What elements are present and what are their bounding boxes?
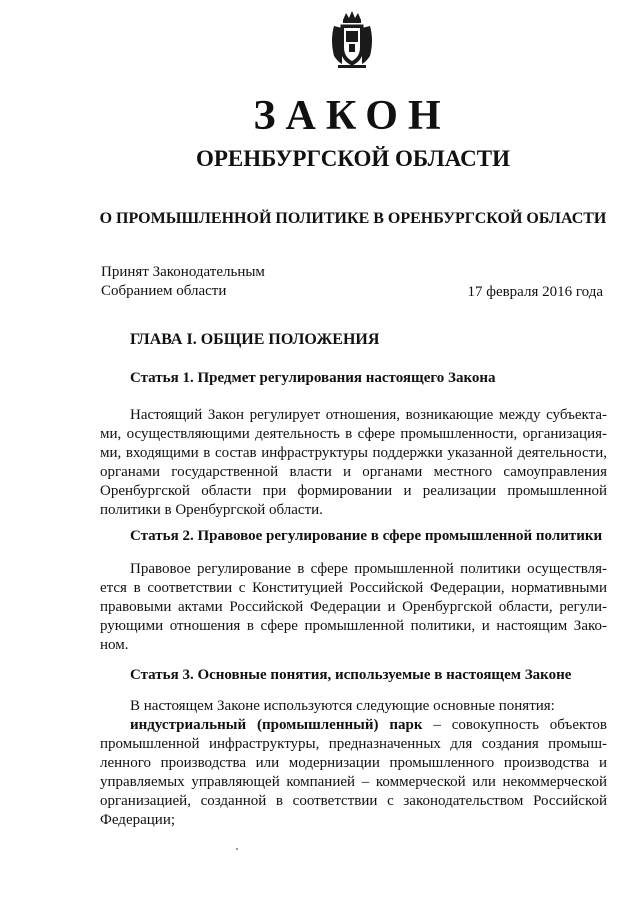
adoption-line-2: Собранием области bbox=[101, 283, 227, 299]
scan-speck bbox=[236, 848, 238, 850]
adoption-note bbox=[101, 263, 265, 301]
article-1-text: Настоящий Закон регулирует отношения, возникающие между субъектами, осуществляющими деятельность в сфере промышленности, организациями, входящими в состав инфраструктуры поддержки указанной деятельности, органами государственной власти и органами местного самоуправления Оренбургской области при формировании и реализации промышленной политики в Оренбургской области. bbox=[100, 407, 607, 518]
region-title: ОРЕНБУРГСКОЙ ОБЛАСТИ bbox=[195, 146, 511, 171]
article-3-intro: В настоящем Законе используются следующие основные понятия: bbox=[130, 698, 555, 714]
article-2-text: Правовое регулирование в сфере промышленной политики осуществляется в соответствии с Конституцией Российской Федерации, нормативными правовыми актами Российской Федерации и Оренбургской области, регулирующими отношения в сфере промышленной политики, и настоящим Законом. bbox=[100, 561, 607, 653]
law-title: ЗАКОН bbox=[253, 93, 451, 139]
law-subject: О ПРОМЫШЛЕННОЙ ПОЛИТИКЕ В ОРЕНБУРГСКОЙ ОБЛАСТИ bbox=[99, 210, 607, 227]
adoption-line-1: Принят Законодательным bbox=[101, 264, 265, 280]
chapter-heading: ГЛАВА I. ОБЩИЕ ПОЛОЖЕНИЯ bbox=[130, 331, 380, 348]
coat-of-arms-icon bbox=[328, 10, 376, 70]
article-3-heading: Статья 3. Основные понятия, используемые в настоящем Законе bbox=[130, 667, 572, 683]
article-1-heading: Статья 1. Предмет регулирования настоящего Закона bbox=[130, 370, 496, 386]
article-2-heading: Статья 2. Правовое регулирование в сфере промышленной политики bbox=[130, 528, 603, 544]
defined-term: индустриальный (промышленный) парк bbox=[130, 717, 423, 733]
term-definition: – совокупность объектов промышленной инфраструктуры, предназначенных для создания промышленного производства или модернизации промышленного производства и управляемых управляющей компанией – коммерческой или некоммерческой организацией, созданной в соответствии с законодательством Российской Федерации; bbox=[100, 717, 608, 828]
article-3-definition bbox=[100, 716, 607, 830]
adoption-date: 17 февраля 2016 года bbox=[467, 284, 603, 300]
